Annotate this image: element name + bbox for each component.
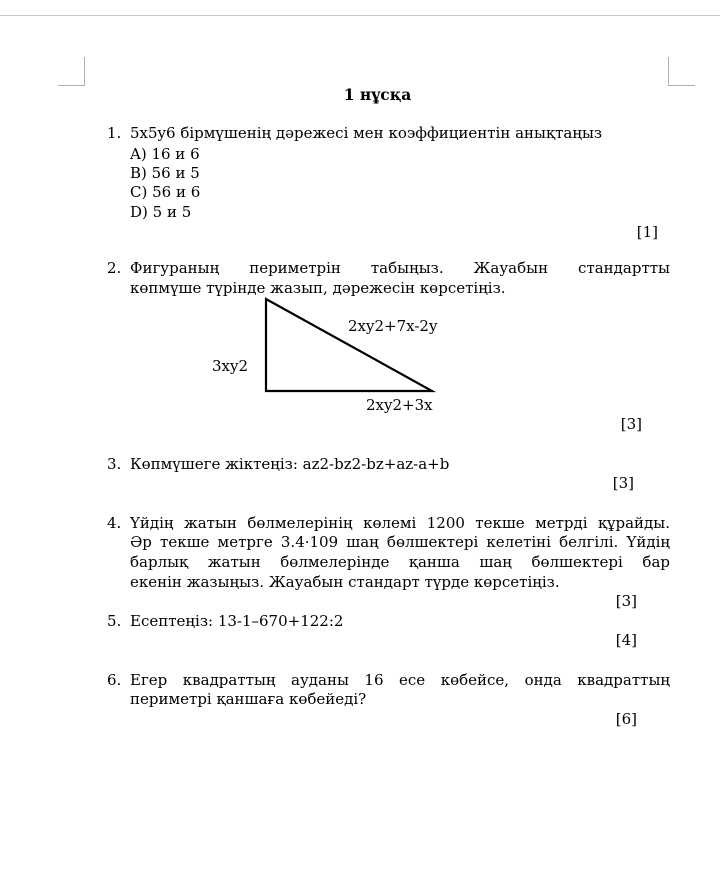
hypotenuse-label: 2xy2+7x-2y <box>348 317 438 335</box>
question-1-text: 5x5y6 бірмүшенің дәрежесі мен коэффициентін анықтаңыз <box>130 124 603 142</box>
question-1-option-d: D) 5 и 5 <box>130 203 192 221</box>
question-4-line-2: Әр текше метрге 3.4·109 шаң бөлшектері келетіні белгілі. Үйдің <box>130 533 670 551</box>
question-1-option-c: C) 56 и 6 <box>130 183 201 201</box>
question-3-mark: [3] <box>612 474 634 492</box>
question-4-number: 4. <box>107 514 122 532</box>
question-3-number: 3. <box>107 455 122 473</box>
question-6-number: 6. <box>107 671 122 689</box>
question-2-line-2: көпмүше түрінде жазып, дәрежесін көрсетіңіз. <box>130 279 506 297</box>
question-4-line-4: екенін жазыңыз. Жауабын стандарт түрде көрсетіңіз. <box>130 573 560 591</box>
question-2-line-1: Фигураның периметрін табыңыз. Жауабын стандартты <box>130 259 670 277</box>
question-1-number: 1. <box>107 124 122 142</box>
question-1-mark: [1] <box>636 223 658 241</box>
question-5-number: 5. <box>107 612 122 630</box>
question-3-text: Көпмүшеге жіктеңіз: az2-bz2-bz+az-a+b <box>130 455 450 473</box>
right-triangle-shape <box>266 299 432 391</box>
question-2-mark: [3] <box>620 415 642 433</box>
base-side-label: 2xy2+3x <box>366 396 433 414</box>
vertical-side-label: 3xy2 <box>212 357 249 375</box>
question-4-mark: [3] <box>615 592 637 610</box>
question-4-line-1: Үйдің жатын бөлмелерінің көлемі 1200 текше метрді құрайды. <box>130 514 670 532</box>
question-6-mark: [6] <box>615 710 637 728</box>
question-5-text: Есептеңіз: 13-1–670+122:2 <box>130 612 344 630</box>
document-title: 1 нұсқа <box>343 85 412 104</box>
question-5-mark: [4] <box>615 631 637 649</box>
question-1-option-a: A) 16 и 6 <box>130 145 200 163</box>
question-2-number: 2. <box>107 259 122 277</box>
question-1-option-b: B) 56 и 5 <box>130 164 200 182</box>
question-4-line-3: барлық жатын бөлмелерінде қанша шаң бөлшектері бар <box>130 553 670 571</box>
question-6-line-1: Егер квадраттың ауданы 16 есе көбейсе, онда квадраттың <box>130 671 670 689</box>
question-6-line-2: периметрі қаншаға көбейеді? <box>130 690 367 708</box>
